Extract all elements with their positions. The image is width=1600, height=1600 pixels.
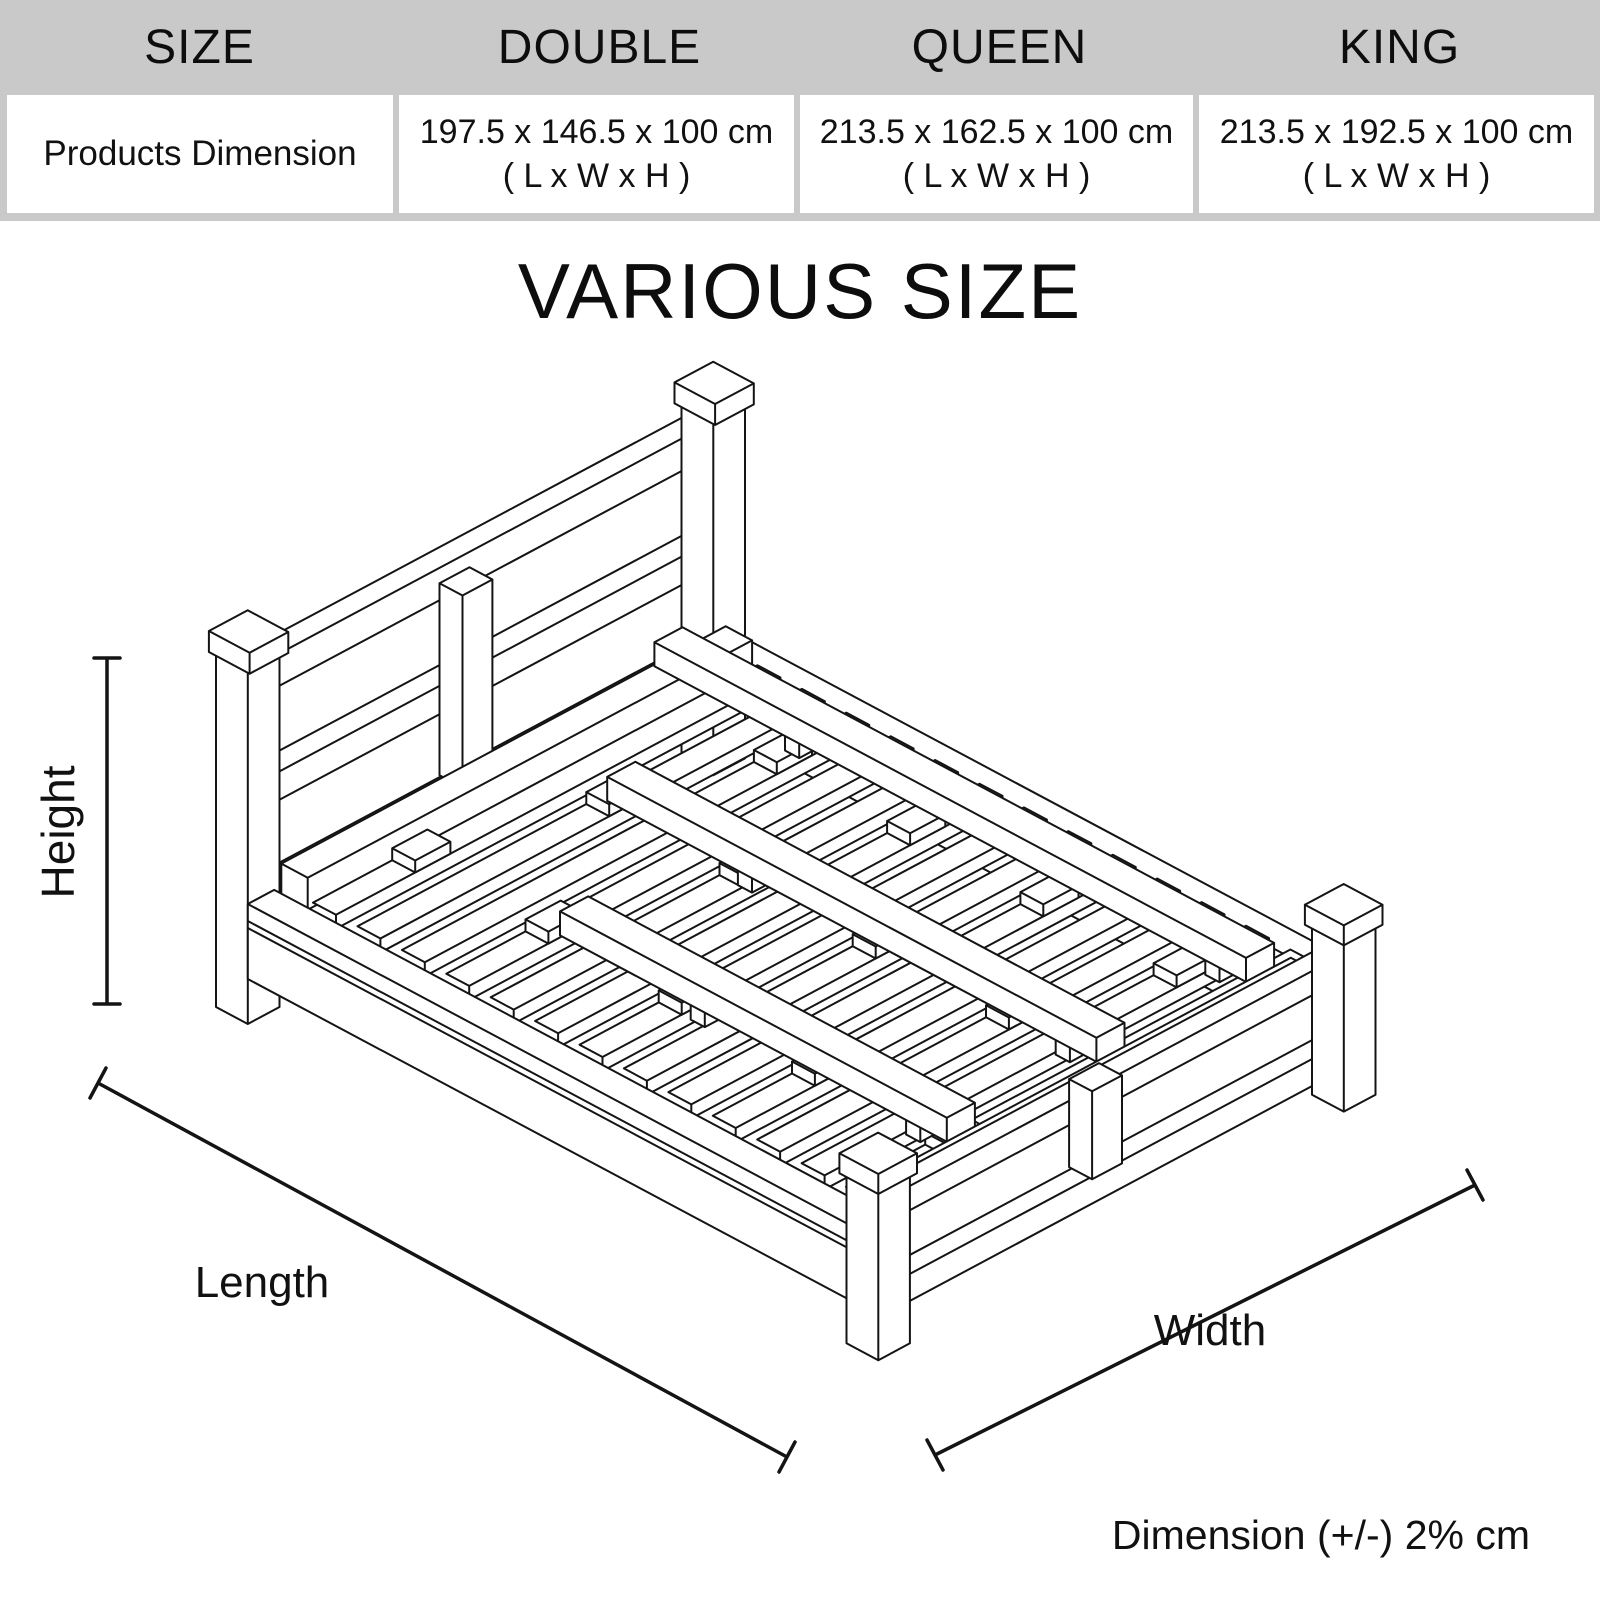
row-label-products-dimension: Products Dimension (7, 95, 393, 213)
bed-frame-drawing (209, 362, 1383, 1361)
king-dims: 213.5 x 192.5 x 100 cm (1219, 113, 1574, 151)
width-label: Width (1153, 1306, 1267, 1355)
column-header-queen: QUEEN (911, 21, 1088, 74)
length-label: Length (194, 1258, 330, 1307)
height-dimension-line (94, 658, 120, 1004)
column-header-size: SIZE (144, 21, 255, 74)
page-title: VARIOUS SIZE (517, 247, 1083, 335)
king-legend: ( L x W x H ) (1302, 157, 1491, 195)
column-header-king: KING (1338, 21, 1461, 74)
queen-dims: 213.5 x 162.5 x 100 cm (819, 113, 1174, 151)
double-legend: ( L x W x H ) (502, 157, 691, 195)
bed-part (1069, 1063, 1122, 1179)
queen-legend: ( L x W x H ) (902, 157, 1091, 195)
column-header-double: DOUBLE (497, 21, 702, 74)
tolerance-footnote: Dimension (+/-) 2% cm (1111, 1512, 1530, 1558)
double-dims: 197.5 x 146.5 x 100 cm (419, 113, 774, 151)
height-label: Height (32, 765, 85, 899)
